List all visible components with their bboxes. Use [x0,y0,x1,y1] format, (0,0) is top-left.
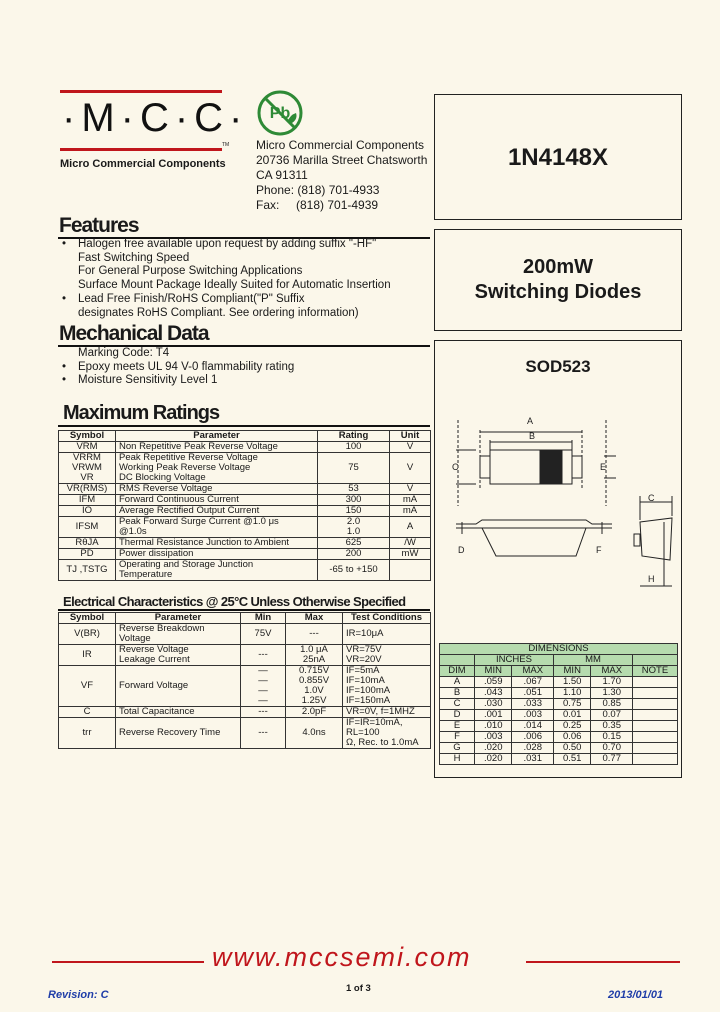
electrical-rule [58,609,430,611]
footer-rule-left [52,961,204,963]
dim-cell: .030 [475,699,512,710]
dim-cell: .028 [512,743,554,754]
list-item: • Epoxy meets UL 94 V-0 flammability rating [58,361,294,375]
website-url[interactable]: www.mccsemi.com [212,942,472,972]
dim-cell: .001 [475,710,512,721]
table-row [59,495,431,506]
col-parameter: Parameter [116,431,318,442]
table-row [59,666,431,707]
unit-cell: V [390,442,431,453]
dim-cell [633,677,678,688]
pb-badge-text: Pb [269,105,291,122]
dim-cell [633,688,678,699]
table-row [59,549,431,560]
part-number: 1N4148X [507,144,609,171]
symbol-cell: trr [59,718,116,749]
symbol-cell: C [59,707,116,718]
symbol-cell: RθJA [59,538,116,549]
dim-cell: 1.70 [591,677,633,688]
parameter-cell: Peak Repetitive Reverse Voltage Working Peak Reverse Voltage DC Blocking Voltage [116,453,318,484]
rating-cell: 75 [318,453,390,484]
parameter-cell: Reverse Recovery Time [116,718,241,749]
pb-free-icon [256,89,304,137]
table-row [440,699,678,710]
parameter-cell: Reverse Voltage Leakage Current [116,645,241,666]
dim-cell [633,732,678,743]
min-cell: --- [241,645,286,666]
dim-cell: F [440,732,475,743]
logo-tm: TM [222,142,230,148]
dim-cell [633,743,678,754]
symbol-cell: VR(RMS) [59,484,116,495]
dim-cell: D [440,710,475,721]
table-row [440,688,678,699]
revision-date: 2013/01/01 [608,989,664,1001]
symbol-cell: VRM [59,442,116,453]
symbol-cell: V(BR) [59,624,116,645]
dim-cell: 0.77 [591,754,633,765]
rating-cell: 53 [318,484,390,495]
dim-cell: C [440,699,475,710]
dim-label-c-end: C [648,493,655,503]
list-item: Fast Switching Speed [78,251,190,264]
table-row [59,645,431,666]
dim-cell: .067 [512,677,554,688]
dim-cell [633,699,678,710]
symbol-cell: VRRM VRWM VR [59,453,116,484]
electrical-table [58,612,431,749]
list-item: • Moisture Sensitivity Level 1 [58,374,294,388]
parameter-cell: Forward Voltage [116,666,241,707]
unit-cell: V [390,453,431,484]
dim-cell: 0.51 [553,754,590,765]
table-row [59,560,431,581]
mechanical-list [58,347,294,388]
table-row [59,442,431,453]
dim-cell: .033 [512,699,554,710]
dim-cell: .020 [475,754,512,765]
symbol-cell: VF [59,666,116,707]
max-ratings-table [58,430,431,581]
dim-label-a: A [526,416,534,426]
dim-cell: 0.50 [553,743,590,754]
group-inches: INCHES [475,655,554,666]
rating-cell: 200 [318,549,390,560]
condition-cell: IR=10μA [343,624,431,645]
dim-cell: .006 [512,732,554,743]
dim-cell: 0.85 [591,699,633,710]
symbol-cell: IFSM [59,517,116,538]
product-power: 200mW [522,256,594,278]
unit-cell: mA [390,506,431,517]
product-type: Switching Diodes [474,281,642,303]
symbol-cell: IR [59,645,116,666]
dim-cell: 0.75 [553,699,590,710]
table-row [59,517,431,538]
max-ratings-rule [58,425,430,427]
rating-cell: 150 [318,506,390,517]
dim-cell: E [440,721,475,732]
parameter-cell: Operating and Storage Junction Temperature [116,560,318,581]
col-parameter: Parameter [116,613,241,624]
dim-cell: B [440,688,475,699]
unit-cell: A [390,517,431,538]
revision: Revision: C [48,989,109,1001]
condition-cell: VR=0V, f=1MHZ [343,707,431,718]
max-cell: 2.0pF [286,707,343,718]
company-name: Micro Commercial Components [60,158,226,170]
dim-cell: 1.10 [553,688,590,699]
col-symbol: Symbol [59,431,116,442]
parameter-cell: Power dissipation [116,549,318,560]
symbol-cell: IO [59,506,116,517]
rating-cell: 100 [318,442,390,453]
dim-label-c: C [452,462,459,472]
address-line: Phone: (818) 701-4933 [256,183,380,197]
col-test-conditions: Test Conditions [343,613,431,624]
mechanical-heading: Mechanical Data [59,322,209,345]
dim-cell: .003 [512,710,554,721]
rating-cell: 300 [318,495,390,506]
parameter-cell: Total Capacitance [116,707,241,718]
condition-cell: IF=5mA IF=10mA IF=100mA IF=150mA [343,666,431,707]
min-cell: --- [241,707,286,718]
company-address [256,138,427,213]
col-dim: DIM [440,666,475,677]
dim-cell [633,754,678,765]
dim-label-f: F [596,545,602,555]
table-row [440,732,678,743]
list-item: designates RoHS Compliant. See ordering information) [78,306,359,319]
max-cell: --- [286,624,343,645]
dim-cell: 0.07 [591,710,633,721]
address-line: Fax: (818) 701-4939 [256,198,379,212]
list-item: Surface Mount Package Ideally Suited for Automatic Insertion [78,279,391,292]
table-row [59,506,431,517]
table-row [59,538,431,549]
features-list [58,238,391,320]
address-line: CA 91311 [256,168,308,182]
parameter-cell: Thermal Resistance Junction to Ambient [116,538,318,549]
dim-cell [633,721,678,732]
dim-cell: A [440,677,475,688]
min-cell: --- [241,718,286,749]
dim-cell: 0.70 [591,743,633,754]
dimensions-table [439,643,678,765]
dim-cell: .020 [475,743,512,754]
unit-cell: V [390,484,431,495]
max-cell: 4.0ns [286,718,343,749]
dim-cell: .031 [512,754,554,765]
parameter-cell: Non Repetitive Peak Reverse Voltage [116,442,318,453]
list-item: • Halogen free available upon request by adding suffix "-HF" [58,238,391,252]
dim-cell [633,710,678,721]
min-cell: — — — — [241,666,286,707]
dim-cell: .059 [475,677,512,688]
col-rating: Rating [318,431,390,442]
features-heading: Features [59,214,139,237]
col-in-min: MIN [475,666,512,677]
rating-cell: 2.0 1.0 [318,517,390,538]
dim-cell: 1.30 [591,688,633,699]
table-row [440,710,678,721]
parameter-cell: RMS Reverse Voltage [116,484,318,495]
dim-label-b: B [528,431,536,441]
symbol-cell: PD [59,549,116,560]
dim-cell: .051 [512,688,554,699]
table-row [440,677,678,688]
col-in-max: MAX [512,666,554,677]
dim-cell: 0.15 [591,732,633,743]
parameter-cell: Forward Continuous Current [116,495,318,506]
table-row [59,453,431,484]
rating-cell: -65 to +150 [318,560,390,581]
dim-cell: 1.50 [553,677,590,688]
list-item: Marking Code: T4 [78,347,170,359]
parameter-cell: Peak Forward Surge Current @1.0 μs @1.0s [116,517,318,538]
dim-cell: .014 [512,721,554,732]
max-cell: 0.715V 0.855V 1.0V 1.25V [286,666,343,707]
package-name: SOD523 [525,357,591,376]
dimensions-title: DIMENSIONS [440,644,678,655]
min-cell: 75V [241,624,286,645]
address-line: 20736 Marilla Street Chatsworth [256,153,428,167]
unit-cell: mA [390,495,431,506]
product-box [434,229,682,331]
col-note: NOTE [633,666,678,677]
unit-cell [390,560,431,581]
table-row [59,624,431,645]
col-unit: Unit [390,431,431,442]
dim-cell: .003 [475,732,512,743]
symbol-cell: IFM [59,495,116,506]
dim-cell: 0.06 [553,732,590,743]
unit-cell: mW [390,549,431,560]
dim-cell: 0.25 [553,721,590,732]
col-max: Max [286,613,343,624]
condition-cell: IF=IR=10mA, RL=100 Ω, Rec. to 1.0mA [343,718,431,749]
logo-top-rule [60,90,222,93]
symbol-cell: TJ ,TSTG [59,560,116,581]
electrical-heading: Electrical Characteristics @ 25°C Unless Otherwise Specified [63,594,406,609]
col-mm-min: MIN [553,666,590,677]
footer-rule-right [526,961,680,963]
logo-bottom-rule [60,148,222,151]
unit-cell: /W [390,538,431,549]
dim-label-e: E [600,462,607,472]
dim-cell: G [440,743,475,754]
dim-cell: 0.35 [591,721,633,732]
parameter-cell: Reverse Breakdown Voltage [116,624,241,645]
table-row [59,707,431,718]
dim-cell: .043 [475,688,512,699]
col-mm-max: MAX [591,666,633,677]
col-min: Min [241,613,286,624]
table-row [440,743,678,754]
table-row [440,754,678,765]
list-item: For General Purpose Switching Applications [78,265,303,278]
page-number: 1 of 3 [346,983,371,994]
list-item: • Lead Free Finish/RoHS Compliant("P" Suffix [58,293,391,307]
parameter-cell: Average Rectified Output Current [116,506,318,517]
col-symbol: Symbol [59,613,116,624]
table-row [59,484,431,495]
part-number-box [434,94,682,220]
dim-label-d: D [458,545,465,555]
group-mm: MM [553,655,632,666]
package-drawing [436,410,678,590]
dim-cell: H [440,754,475,765]
max-cell: 1.0 μA 25nA [286,645,343,666]
dim-cell: 0.01 [553,710,590,721]
table-row [59,718,431,749]
condition-cell: VR=75V VR=20V [343,645,431,666]
max-ratings-heading: Maximum Ratings [63,402,220,424]
dim-cell: .010 [475,721,512,732]
rating-cell: 625 [318,538,390,549]
mcc-logo: ·M·C·C· [62,96,249,140]
address-line: Micro Commercial Components [256,138,425,152]
dim-label-h: H [648,574,655,584]
table-row [440,721,678,732]
